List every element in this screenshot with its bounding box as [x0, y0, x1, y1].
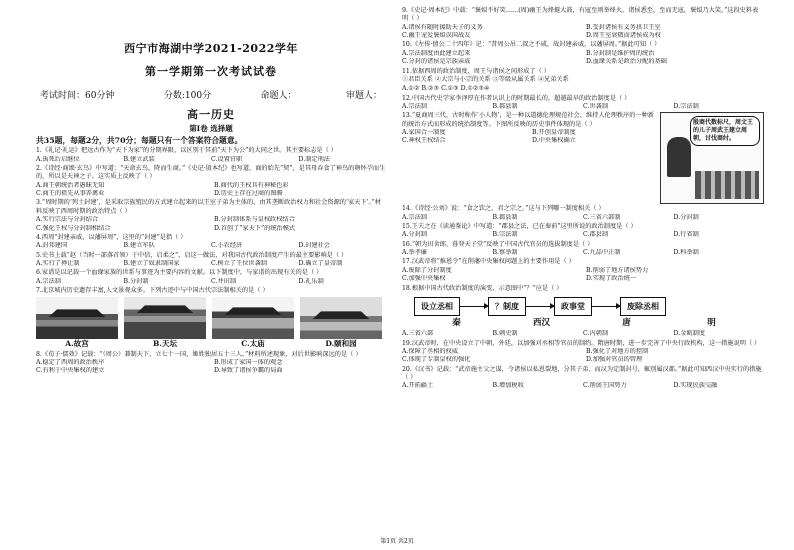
- answer-option: D.礼乐制: [298, 277, 324, 285]
- answer-option: B.强化了对地方的控制: [586, 347, 649, 355]
- answer-options: [36, 278, 386, 286]
- figure-shape: [667, 137, 691, 177]
- summer-palace-photo: [300, 297, 382, 339]
- question-text: 20.《汉书》记载：“武帝施主父之谋，令诸侯以私恩裂地，分其子弟，而汉为定制封号，辄别属汉郡。”据此可知西汉中央实行的措施（ ）: [402, 365, 762, 381]
- answer-option: C.加强中央集权: [402, 275, 446, 283]
- question-text: 17.汉武帝将“推恩令”在削藩中央集权问题上的主要作用是（ ）: [402, 258, 575, 266]
- answer-option: C.削弱王国势力: [583, 382, 627, 390]
- answer-option: C.三省六部制: [583, 213, 621, 221]
- cartoon-speech: 殷商代数标尺，周文王的儿子周武王建立周朝，讨伐商纣。: [690, 116, 760, 145]
- question: [402, 95, 764, 112]
- question: [402, 340, 764, 365]
- answer-option: A.保障了丞相的权威: [402, 347, 458, 355]
- answer-option: C.幽王宠爱褒姒误国战友: [402, 32, 471, 40]
- question: [402, 330, 764, 338]
- answer-option: A.宗法制: [402, 213, 427, 221]
- answer-option: A.禹死后启继位: [36, 155, 80, 163]
- answer-option: C.内朝制: [583, 330, 609, 338]
- answer-option: C.神权王权结合: [402, 137, 446, 145]
- question-with-cartoon: [402, 112, 764, 204]
- answer-option: D.血缘关系是政治分配的基础: [586, 58, 667, 66]
- answer-option: B.刺史制: [492, 330, 518, 338]
- exam-score: 分数:100分: [163, 90, 212, 101]
- answer-option: A.商王朝统治者愚昧无知: [36, 181, 105, 189]
- question-text: 13.“夏商周三代，古时称作‘小人物’，是一种以道德伦理规范社会、维持人伦理秩序的一种新的统治方式而形成的统治制度等。下图所反映的历史事件体现的是（ ）: [402, 112, 655, 128]
- crowd-shape: [695, 171, 759, 199]
- answer-option: B.察举制: [492, 249, 518, 257]
- answer-option: A.宗法制: [36, 277, 61, 285]
- answer-option: C.分封的诸侯是宗族亲戚: [402, 58, 471, 66]
- answer-options: [402, 24, 764, 41]
- photo-caption: A.故宫: [65, 339, 89, 349]
- answer-option: C.世袭制: [583, 102, 609, 110]
- section-title: 第Ⅰ卷 选择题: [189, 123, 233, 133]
- answer-option: D.首创了“家天下”的统治模式: [214, 224, 296, 232]
- era-label: 西汉: [532, 317, 550, 328]
- exam-time: 考试时间：60分钟: [40, 90, 115, 101]
- answer-option: B.开创皇帝制度: [532, 129, 576, 137]
- flow-box: 政事堂: [554, 297, 592, 316]
- left-column: [36, 6, 386, 376]
- flow-eras: [414, 318, 764, 329]
- answer-options: [36, 216, 386, 233]
- question: [36, 147, 386, 164]
- question: [36, 165, 386, 198]
- answer-options: [36, 359, 386, 376]
- photo-c: [212, 297, 294, 349]
- question-text: 2.《诗经·商颂·玄鸟》中写道：“天命玄鸟，降而生商。”《史记·殷本纪》也写道，商的始先“契”，是其母吞食了神鸟的卵怀孕而生的，所以是天神之子。这实质上反映了（ ）: [36, 165, 386, 181]
- question: [402, 85, 764, 93]
- answer-option: B.郡县制: [492, 213, 518, 221]
- cartoon-image: [660, 112, 764, 204]
- question: [402, 258, 764, 283]
- question-text: 19.汉武帝时，在中央设立了中朝，外廷，以加强对丞相等官员的制约。隋唐时期，进一步完善了中央行政机构，这一措施说明（ ）: [402, 339, 761, 347]
- question-text: 14.《诗经·公刘》说：“食之饮之，君之宗之。”这与下列哪一制度相关（ ）: [402, 205, 605, 213]
- photo-options: [36, 297, 386, 349]
- answer-option: A.宗法制: [402, 102, 427, 110]
- temple-photo: [124, 297, 206, 339]
- photo-b: [124, 297, 206, 349]
- palace-photo: [36, 297, 118, 339]
- question: [402, 68, 764, 85]
- question-text: 8.《荀子·儒效》记载：“（周公）兼制天下，立七十一国，姬姓独居五十三人。”材料所述现象，对后世影响深远的是（ ）: [36, 350, 362, 358]
- answer-option: D.导致了诸侯争霸的局面: [214, 367, 283, 375]
- photo-caption: C.太庙: [241, 339, 265, 349]
- answer-option: B.增加税收: [492, 382, 524, 390]
- answer-options: [402, 214, 764, 222]
- question-text: 9.《史记·周本纪》中载：“褒姒不好笑……(周)幽王为烽燧大鼓，有寇至则举烽火。诸侯悉至，至而无寇，褒姒乃大笑。”这段史料表明（ ）: [402, 7, 759, 23]
- photo-a: [36, 297, 118, 349]
- answer-option: D.封建社会: [298, 242, 330, 250]
- answer-option: D.中央集权确立: [532, 137, 576, 145]
- question: [402, 7, 764, 40]
- arrow-icon: [460, 306, 488, 307]
- question: [36, 269, 386, 286]
- page-number: 第1页 共2页: [380, 537, 414, 545]
- answer-option: D.宗法制: [673, 102, 699, 110]
- answer-option: A.诸侯有随时援助天子的义务: [402, 23, 483, 31]
- photo-d: [300, 297, 382, 349]
- answer-options: [36, 260, 386, 268]
- answer-option: D.分封制: [673, 213, 699, 221]
- answer-option: A.家国合一制度: [402, 129, 446, 137]
- answer-option: D.行省制: [673, 231, 699, 239]
- answer-options: [402, 50, 764, 67]
- question-text: 6.家谱是以记载一个血缘家族的世系与事迹为主要内容的文献。以下制度中，与家谱的出现有关的是（ ）: [36, 269, 323, 277]
- answer-option: B.削弱了地方诸侯势力: [586, 266, 649, 274]
- answer-option: C.郡县制: [583, 231, 609, 239]
- question: [36, 252, 386, 269]
- photo-caption: D.颐和园: [325, 339, 357, 349]
- question: [36, 351, 386, 376]
- right-column: [402, 6, 764, 391]
- answer-option: B.分封制: [123, 277, 149, 285]
- answer-option: B.分封制是维护周的统治: [586, 49, 655, 57]
- answer-option: B.建立了奴隶制国家: [123, 259, 180, 267]
- question: [402, 41, 764, 66]
- left-questions-after: [36, 351, 386, 376]
- answer-options: [402, 103, 764, 111]
- answer-option: A.分封制: [402, 231, 427, 239]
- exam-author: 命题人：: [260, 90, 297, 101]
- answer-option: D.实现民族交融: [673, 382, 718, 390]
- question: [402, 223, 764, 240]
- right-questions-after: [402, 330, 764, 391]
- left-questions: [36, 147, 386, 295]
- arrow-icon: [526, 306, 554, 307]
- answer-option: A.实行了禅让制: [36, 259, 80, 267]
- answer-option: D.加强对官员的管理: [586, 356, 643, 364]
- answer-option: B.宗法制: [492, 231, 518, 239]
- answer-option: A.稳定了西周的政治秩序: [36, 358, 105, 366]
- question-text: 4.西周“封建亲戚，以藩屏周”，这里的“封建”是指（ ）: [36, 233, 187, 241]
- answer-option: B.受封诸侯有义务拱卫王室: [586, 23, 661, 31]
- question: [36, 199, 386, 232]
- answer-option: A.宗法制度由此建立起来: [402, 49, 471, 57]
- question-text: 12.中国古代史学家李泽厚在作者认识上的时期最长的，超越最早的政治制度是（ ）: [402, 94, 631, 102]
- question-text: 7.北京城内历史遗存丰富,人文景观众多。下列古迹中与中国古代宗法制相关的是（ ）: [36, 287, 269, 295]
- question-text: A.①② B.②③ C.①③ D.①②③④: [402, 85, 490, 93]
- exam-title: 第一学期第一次考试试卷: [145, 64, 277, 78]
- answer-option: C.小农经济: [211, 242, 243, 250]
- flow-box: 设立丞相: [414, 297, 460, 316]
- question: [402, 112, 764, 204]
- subject-title: 高一历史: [187, 107, 235, 121]
- answer-option: D.历史上存在过商的图腾: [214, 190, 283, 198]
- answer-option: A.三省六部: [402, 330, 434, 338]
- answer-option: A.封邦建国: [36, 242, 68, 250]
- question-body: [402, 112, 656, 204]
- answer-option: C.有利于中央集权的建立: [36, 367, 105, 375]
- answer-options: [402, 330, 764, 338]
- answer-options: [402, 348, 764, 365]
- answer-options: [402, 231, 764, 239]
- flow-box: ？制度: [488, 297, 526, 316]
- question-text: 18.根据中国古代政治制度的演变，示意图中“？”应是（ ）: [402, 284, 563, 292]
- answer-option: D.周王室衰微而诸侯成为权: [586, 32, 661, 40]
- answer-option: B.建立军队: [123, 242, 155, 250]
- answer-option: B.建立武装: [123, 155, 155, 163]
- photo-caption: B.天坛: [153, 339, 177, 349]
- question-text: 15.王夫之在《读通鉴论》中写道：“郡县之法，已在秦前”这里所说的政治制度是（ ）: [402, 223, 637, 231]
- answer-option: D.科举制: [673, 249, 699, 257]
- answer-option: C.商王的祖先从事养禽业: [36, 190, 105, 198]
- answer-options: [402, 249, 764, 257]
- question-text: 5.史书上载“赵（当时一部落首领）于中信，启柔之”，启这一做法，对我国古代政治制度产生的最主要影响是（ ）: [36, 251, 348, 259]
- answer-options: [402, 382, 764, 390]
- instructions: 共35题，每题2分，共70分；每题只有一个答案符合题意。: [36, 135, 243, 145]
- answer-options: [402, 267, 764, 284]
- question: [402, 285, 764, 293]
- answer-option: C.井田制: [211, 277, 237, 285]
- answer-option: B.形成了家国一体的观念: [214, 358, 283, 366]
- answer-option: C.强化王权与分封制相结合: [36, 224, 111, 232]
- answer-option: D.确立了皇帝制: [298, 259, 343, 267]
- exam-reviewer: 审题人：: [345, 90, 382, 101]
- exam-meta: [36, 90, 386, 102]
- answer-option: ①君臣关系 ②大宗与小宗的关系 ③等级从属关系 ④兄弟关系: [402, 75, 569, 83]
- answer-options: [402, 129, 656, 146]
- answer-option: B.商代的王权具有神秘色彩: [214, 181, 289, 189]
- answer-option: B.郡县制: [492, 102, 518, 110]
- answer-option: A.开拓疆土: [402, 382, 434, 390]
- answer-option: A.废除了分封制度: [402, 266, 452, 274]
- question: [402, 205, 764, 222]
- question-text: 16.“朝为田舍郎，暮登天子堂”反映了中国古代官员的选拔制度是（ ）: [402, 240, 594, 248]
- question-text: 10.《左传·僖公二十四年》记：“昔周公吊二叔之不咸，故封建亲戚，以藩屏周。”据此可知（ ）: [402, 41, 661, 49]
- question-text: 3.“周时期的‘列土封建’，是采取宗族殖民的方式建立起来的以王室子弟为主体的，由其垄断政治权力和社会资源的‘家天下’。”材料反映了西周时期的政治特点（ ）: [36, 199, 381, 215]
- answer-option: A.实行宗法与分封结合: [36, 216, 99, 224]
- question: [36, 234, 386, 251]
- era-label: 秦: [452, 317, 461, 328]
- question-text: 11.依据西周的政治制度，周王与诸侯之间形成了（ ）: [402, 67, 550, 75]
- answer-option: D.制定刑法: [298, 155, 330, 163]
- answer-options: [36, 182, 386, 199]
- ancestral-temple-photo: [212, 297, 294, 339]
- era-label: 唐: [622, 317, 631, 328]
- answer-options: [36, 156, 386, 164]
- answer-option: B.分封制体系与皇权政权结合: [214, 216, 295, 224]
- answer-option: C.设置官职: [211, 155, 243, 163]
- answer-option: C.体现了专制皇权的强化: [402, 356, 471, 364]
- flow-diagram: [414, 297, 764, 316]
- answer-option: C.九品中正制: [583, 249, 621, 257]
- flow-box: 废除丞相: [620, 297, 666, 316]
- answer-option: D.实现了政治统一: [586, 275, 637, 283]
- answer-options: [36, 242, 386, 250]
- answer-options: [402, 76, 764, 84]
- arrow-icon: [592, 306, 620, 307]
- right-questions: [402, 7, 764, 293]
- school-title: 西宁市海湖中学2021-2022学年: [124, 42, 298, 55]
- question: [36, 287, 386, 295]
- question: [402, 366, 764, 391]
- answer-option: D.金瓯制度: [673, 330, 705, 338]
- era-label: 明: [707, 317, 716, 328]
- answer-option: A.举孝廉: [402, 249, 427, 257]
- answer-option: C.树立了王位世袭制: [211, 259, 267, 267]
- question: [402, 241, 764, 258]
- question-text: 1.《礼记·礼运》把远古作为“天下为家”的分期界限，以区别于其前“天下为公”的大同之世。其主要标志是（ ）: [36, 147, 337, 155]
